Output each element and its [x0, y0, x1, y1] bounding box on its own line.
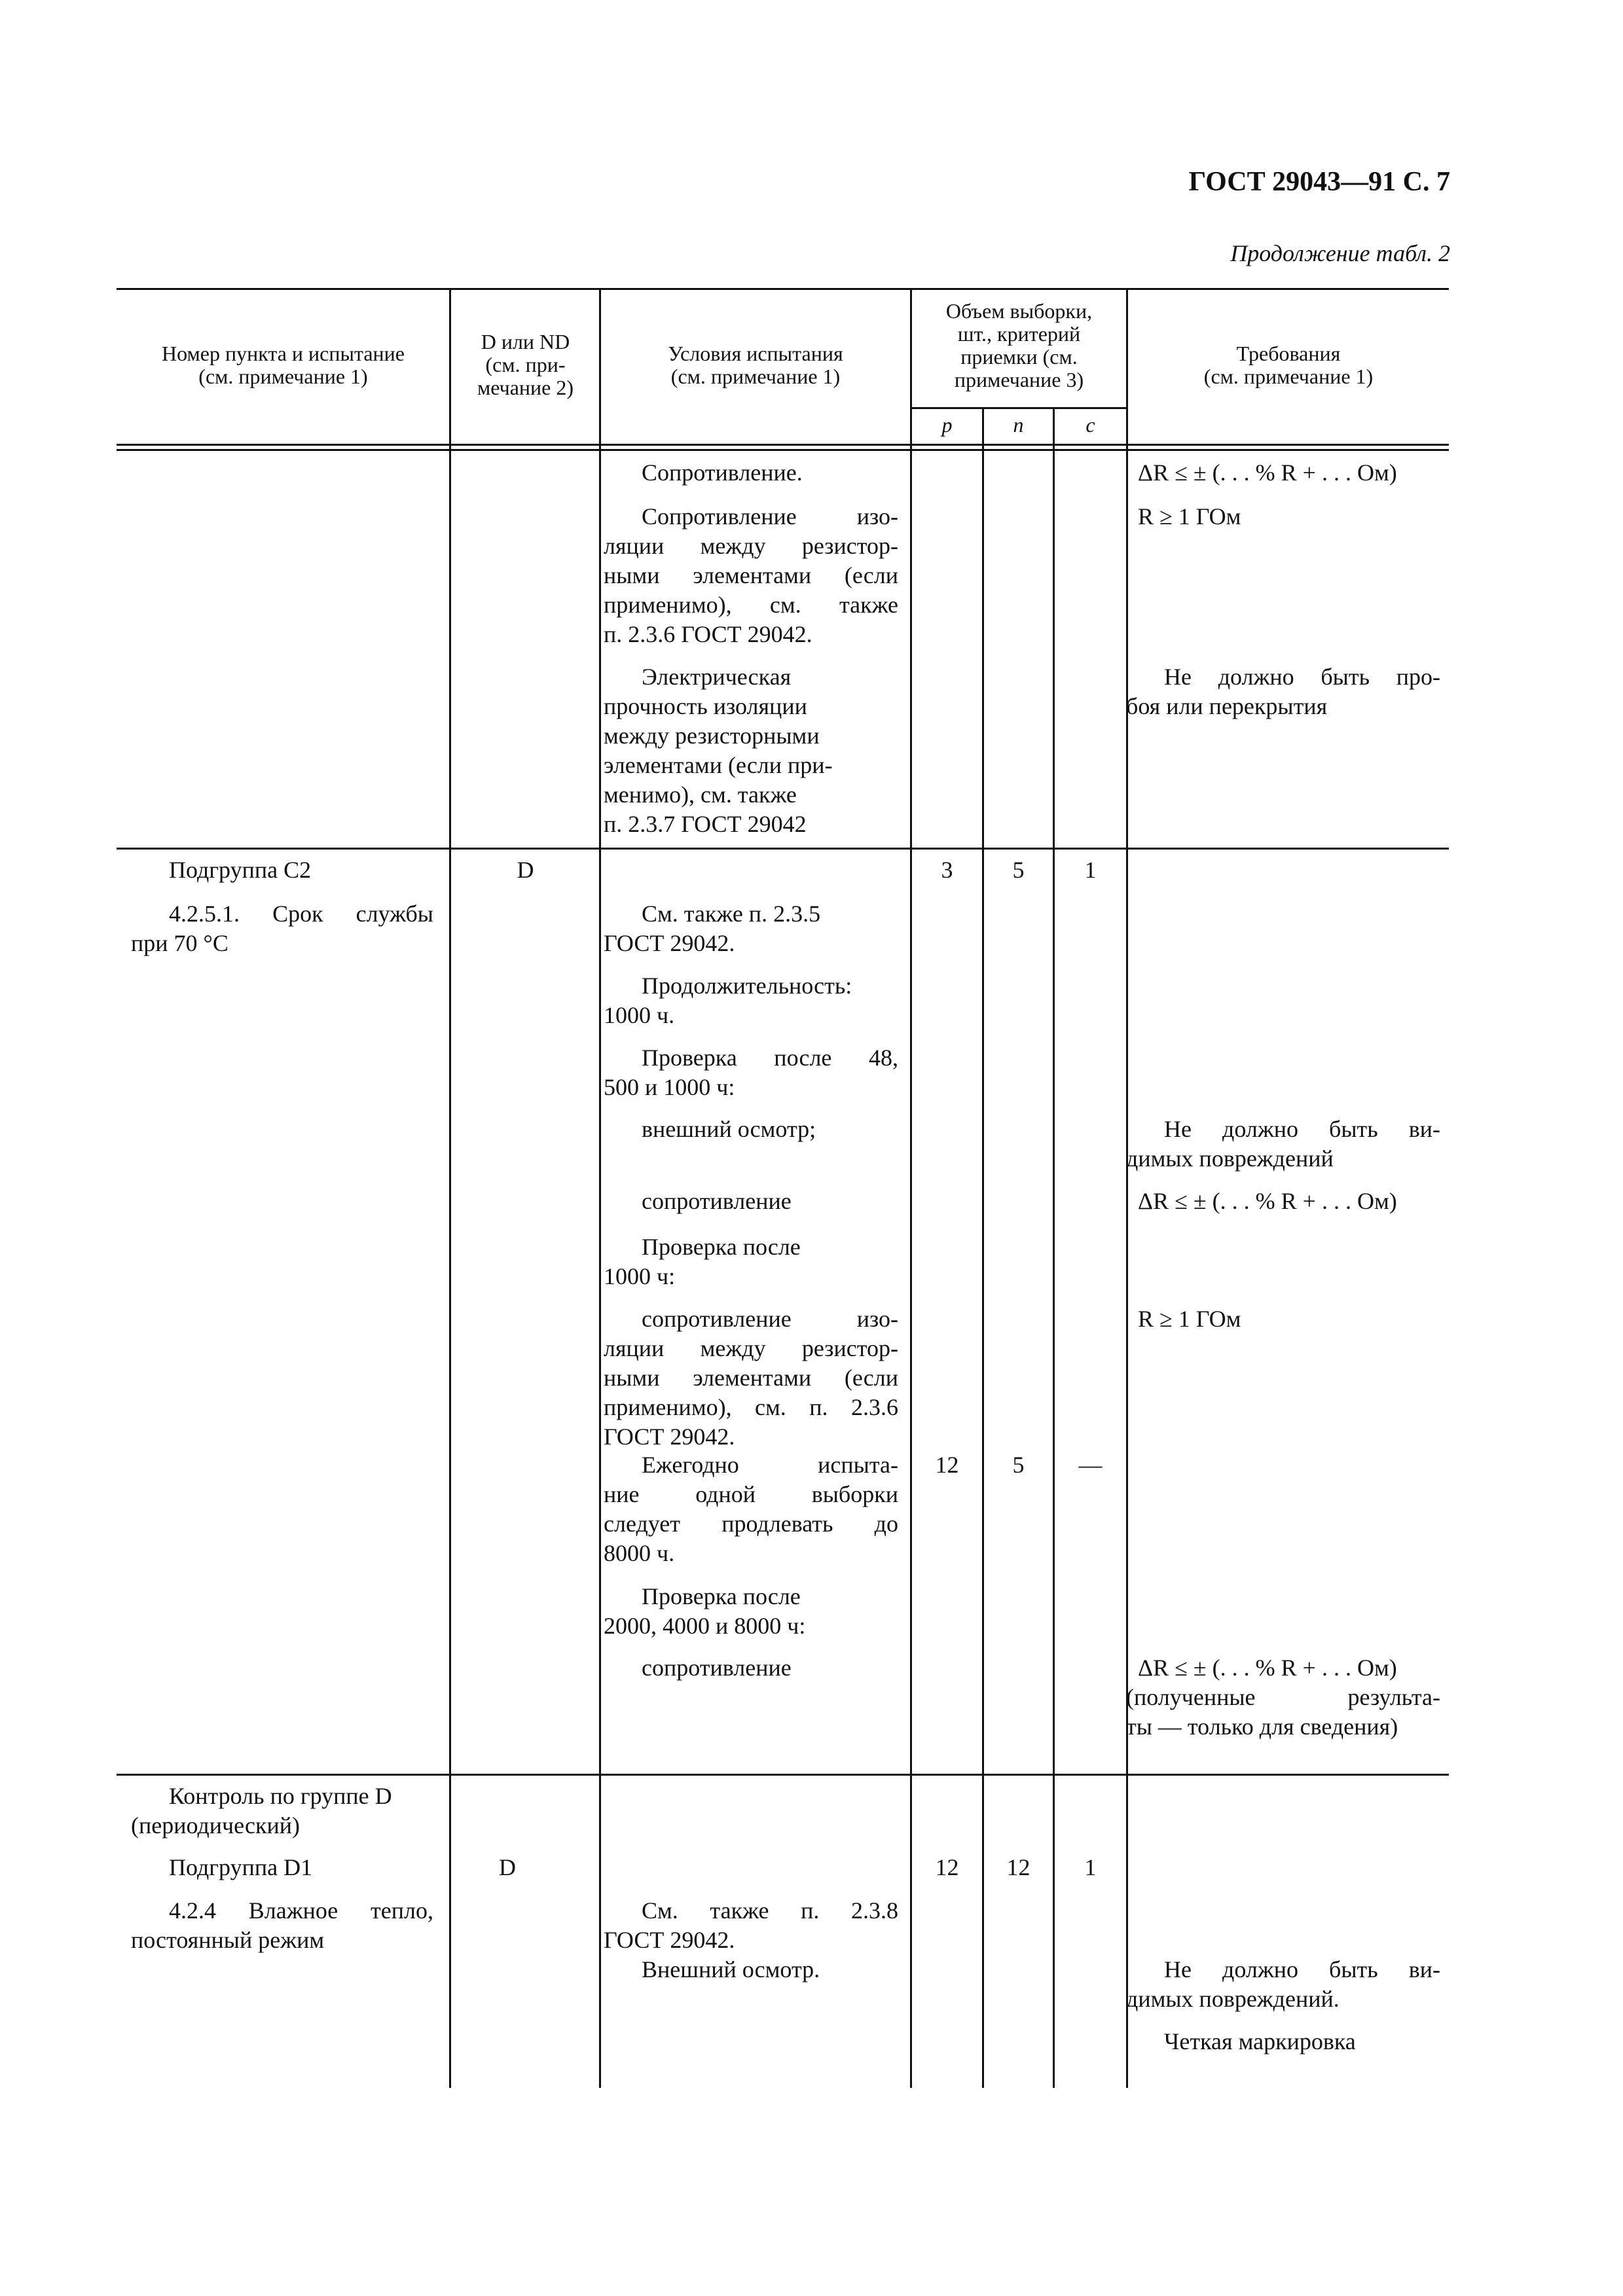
sample-p-3: 12: [935, 1854, 959, 1880]
subgroup-c2: Подгруппа С2: [169, 857, 312, 883]
test-4-2-5-1: 4.2.5.1. Срок службы при 70 °С: [131, 901, 433, 956]
condition-resistance-2: сопротивление: [642, 1188, 792, 1214]
requirement-no-visible-damage-2: Не должно быть ви- димых повреждений.: [1126, 1956, 1440, 2012]
condition-see-2-3-8: См. также п. 2.3.8 ГОСТ 29042.: [604, 1897, 898, 1953]
requirement-resistance-change-3: ΔR ≤ ± (. . . % R + . . . Ом) (полученные результа- ты — только для сведения): [1126, 1655, 1440, 1740]
condition-check-after-48: Проверка после 48, 500 и 1000 ч:: [604, 1045, 898, 1100]
col-rule-2: [599, 288, 601, 2088]
sample-c-2: —: [1078, 1452, 1103, 1478]
header-d-nd: D или ND (см. при- мечание 2): [477, 330, 574, 399]
condition-resistance-3: сопротивление: [642, 1655, 792, 1681]
condition-see-2-3-5: См. также п. 2.3.5 ГОСТ 29042.: [604, 901, 821, 956]
row-rule-1: [117, 848, 1449, 850]
requirement-no-breakdown: Не должно быть про- боя или перекрытия: [1126, 664, 1440, 719]
header-test-conditions: Условия испытания (см. примечание 1): [668, 342, 843, 388]
sample-c: 1: [1084, 857, 1097, 883]
table-top-rule: [117, 288, 1449, 290]
condition-insulation-resistance: Сопротивление изо- ляции между резистор- ными элементами (если применимо), см. также п. 2.3.6 ГОСТ 29042.: [604, 503, 898, 647]
sample-p: 3: [941, 857, 953, 883]
requirement-insulation: R ≥ 1 ГОм: [1138, 503, 1241, 529]
requirement-no-visible-damage: Не должно быть ви- димых повреждений: [1126, 1116, 1440, 1172]
condition-visual-inspection: внешний осмотр;: [642, 1116, 816, 1142]
condition-dielectric-strength: Электрическая прочность изоляции между резисторными элементами (если при- менимо), см. также п. 2.3.7 ГОСТ 29042: [604, 664, 833, 837]
d-nd-value-2: D: [499, 1854, 516, 1880]
group-d-periodic: Контроль по группе D (периодический): [131, 1783, 392, 1839]
condition-resistance: Сопротивление.: [642, 459, 803, 486]
requirement-clear-marking: Четкая маркировка: [1164, 2028, 1356, 2054]
condition-annual-extension: Ежегодно испыта- ние одной выборки следует продлевать до 8000 ч.: [604, 1452, 898, 1566]
page-header: ГОСТ 29043—91 С. 7: [1188, 167, 1450, 197]
sample-c-3: 1: [1084, 1854, 1097, 1880]
header-sample-size: Объем выборки, шт., критерий приемки (см. примечание 3): [945, 299, 1093, 391]
condition-duration: Продолжительность: 1000 ч.: [604, 973, 852, 1028]
col-rule-1: [449, 288, 451, 2088]
header-sub-n: n: [1013, 413, 1024, 437]
requirement-resistance-change-2: ΔR ≤ ± (. . . % R + . . . Ом): [1138, 1188, 1397, 1214]
header-bottom-rule-2: [117, 449, 1449, 451]
sample-n: 5: [1012, 857, 1025, 883]
requirement-insulation-2: R ≥ 1 ГОм: [1138, 1306, 1241, 1332]
condition-check-after-2000: Проверка после 2000, 4000 и 8000 ч:: [604, 1583, 806, 1639]
header-requirements: Требования (см. примечание 1): [1203, 342, 1374, 388]
row-rule-2: [117, 1774, 1449, 1776]
test-4-2-4: 4.2.4 Влажное тепло, постоянный режим: [131, 1897, 433, 1953]
condition-visual-inspection-2: Внешний осмотр.: [642, 1956, 820, 1982]
sample-n-3: 12: [1006, 1854, 1030, 1880]
condition-check-after-1000: Проверка после 1000 ч:: [604, 1234, 801, 1289]
header-sub-rule: [911, 407, 1127, 409]
subgroup-d1: Подгруппа D1: [169, 1854, 313, 1880]
sample-p-2: 12: [935, 1452, 959, 1478]
table-continuation-label: Продолжение табл. 2: [1230, 240, 1450, 266]
col-rule-4: [982, 407, 984, 2088]
col-rule-6: [1126, 288, 1128, 2088]
sample-n-2: 5: [1012, 1452, 1025, 1478]
header-bottom-rule: [117, 444, 1449, 446]
condition-insulation-resistance-2: сопротивление изо- ляции между резистор- ными элементами (если применимо), см. п. 2.3.6 ГОСТ 29042.: [604, 1306, 898, 1450]
header-sub-c: c: [1085, 413, 1095, 437]
header-test-item: Номер пункта и испытание (см. примечание 1): [161, 342, 405, 388]
header-sub-p: p: [941, 413, 953, 437]
requirement-resistance-change: ΔR ≤ ± (. . . % R + . . . Ом): [1138, 459, 1397, 486]
d-nd-value: D: [517, 857, 534, 883]
col-rule-5: [1053, 407, 1055, 2088]
